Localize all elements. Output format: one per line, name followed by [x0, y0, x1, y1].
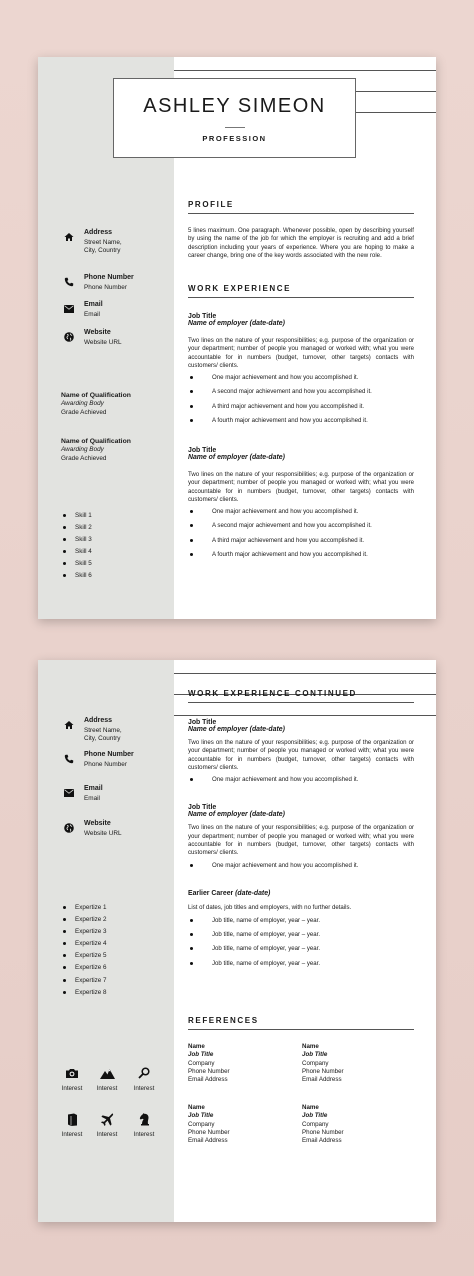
reference-phone: Phone Number: [302, 1128, 344, 1136]
contact-value: Phone Number: [84, 284, 127, 291]
awarding-body: Awarding Body: [61, 400, 104, 408]
reference-title: Job Title: [302, 1051, 328, 1059]
grade: Grade Achieved: [61, 408, 107, 416]
job-title: Job Title: [188, 804, 217, 812]
reference-company: Company: [188, 1120, 215, 1128]
list-item: Skill 6: [61, 572, 166, 584]
job-title: Job Title: [188, 719, 217, 726]
contact-value: Email: [84, 311, 100, 318]
earlier-career: [188, 890, 414, 974]
street: Street Name,: [84, 239, 122, 246]
mountain-icon: [90, 1066, 124, 1080]
list-item: Expertize 3: [61, 928, 166, 940]
contact-label: Website: [84, 820, 111, 827]
contact-phone: [61, 274, 166, 300]
reference-email: Email Address: [302, 1137, 342, 1145]
list-item: Expertize 4: [61, 940, 166, 952]
job-entry: [188, 719, 414, 790]
airplane-icon: [90, 1112, 124, 1126]
profile-text: 5 lines maximum. One paragraph. Whenever possible, open by describing yourself by using the name of the job for which the employer is recruiting and add a brief description including your years of experience. Where you are hoping to make a career change, bring one of the key words associated with the new role.: [188, 227, 414, 259]
interest-item: [127, 1066, 161, 1092]
reference-entry: [188, 1104, 288, 1145]
reference-company: Company: [302, 1059, 329, 1067]
profile-section: [188, 200, 414, 267]
grade: Grade Achieved: [61, 454, 107, 462]
reference-entry: [302, 1043, 402, 1084]
contact-website: [61, 820, 166, 846]
resume-page-2: [38, 660, 436, 1222]
contact-address: [61, 717, 166, 743]
education-entry: [61, 392, 166, 417]
name-header-box: [113, 78, 356, 158]
achievements-list: [188, 374, 414, 431]
interest-item: [90, 1112, 124, 1138]
achievements-list: [188, 776, 414, 790]
interest-label: Interest: [133, 1085, 155, 1092]
earlier-career-label: Earlier Career: [188, 889, 234, 897]
contact-value: [84, 239, 122, 256]
contact-label: Email: [84, 785, 103, 792]
profile-heading: PROFILE: [188, 200, 414, 214]
interest-label: Interest: [61, 1085, 83, 1092]
qualification-name: Name of Qualification: [61, 392, 131, 399]
reference-name: Name: [302, 1043, 319, 1050]
reference-phone: Phone Number: [188, 1128, 230, 1136]
job-title: Job Title: [188, 313, 217, 320]
list-item: Skill 5: [61, 560, 166, 572]
camera-icon: [55, 1066, 89, 1080]
contact-email: [61, 301, 166, 327]
resume-page-1: [38, 57, 436, 619]
work-continued-heading: WORK EXPERIENCE CONTINUED: [188, 689, 414, 703]
earlier-career-list: [188, 917, 414, 974]
contact-value: Website URL: [84, 339, 122, 346]
achievements-list: [188, 508, 414, 565]
interest-item: [55, 1066, 89, 1092]
list-item: Job title, name of employer, year – year.: [188, 960, 414, 974]
list-item: Expertize 5: [61, 952, 166, 964]
reference-email: Email Address: [188, 1137, 228, 1145]
employer: Name of employer (date-date): [188, 726, 285, 733]
contact-address: [61, 229, 166, 255]
home-icon: [63, 719, 74, 730]
magnifier-icon: [127, 1066, 161, 1080]
globe-icon: [63, 822, 74, 833]
achievements-list: [188, 862, 414, 876]
employer: Name of employer (date-date): [188, 453, 285, 461]
reference-company: Company: [188, 1059, 215, 1067]
reference-company: Company: [302, 1120, 329, 1128]
interest-label: Interest: [133, 1131, 155, 1138]
list-item: Expertize 8: [61, 989, 166, 1001]
list-item: A fourth major achievement and how you accomplished it.: [188, 551, 414, 565]
list-item: One major achievement and how you accomplished it.: [188, 776, 414, 790]
contact-email: [61, 785, 166, 811]
contact-value: [84, 727, 122, 744]
interest-label: Interest: [96, 1131, 118, 1138]
book-icon: [55, 1112, 89, 1126]
employer: Name of employer (date-date): [188, 811, 285, 819]
reference-email: Email Address: [302, 1076, 342, 1084]
job-title: Job Title: [188, 446, 217, 454]
contact-label: Address: [84, 717, 113, 724]
earlier-career-title: [188, 890, 414, 897]
list-item: A third major achievement and how you accomplished it.: [188, 403, 414, 417]
list-item: Expertize 2: [61, 916, 166, 928]
job-description: Two lines on the nature of your responsibilities; e.g. purpose of the organization or your department; number of people you managed or worked with; what you were accountable for in numbers (budget, turnover, other targets) contacts with customers/ clients.: [188, 824, 414, 857]
list-item: A second major achievement and how you accomplished it.: [188, 388, 414, 402]
contact-label: Website: [84, 329, 111, 336]
reference-phone: Phone Number: [302, 1067, 344, 1075]
interest-label: Interest: [96, 1085, 118, 1092]
earlier-career-date: (date-date): [235, 889, 271, 897]
skills-list: [61, 512, 166, 585]
reference-title: Job Title: [188, 1051, 214, 1059]
references-section: [188, 1016, 414, 1037]
candidate-name: ASHLEY SIMEON: [143, 95, 326, 117]
list-item: Skill 4: [61, 548, 166, 560]
contact-value: Website URL: [84, 830, 122, 837]
globe-icon: [63, 331, 74, 342]
list-item: Job title, name of employer, year – year.: [188, 945, 414, 959]
profession-label: PROFESSION: [202, 134, 267, 143]
work-section: [188, 284, 414, 565]
contact-label: Email: [84, 301, 103, 308]
list-item: One major achievement and how you accomplished it.: [188, 374, 414, 388]
contact-value: Email: [84, 795, 100, 802]
phone-icon: [63, 753, 74, 764]
job-description: Two lines on the nature of your responsibilities; e.g. purpose of the organization or your department; number of people you managed or worked with; what you were accountable for in numbers (budget, turnover, other targets) contacts with customers/ clients.: [188, 337, 414, 369]
interest-item: [55, 1112, 89, 1138]
contact-website: [61, 329, 166, 355]
list-item: Skill 3: [61, 536, 166, 548]
list-item: Skill 2: [61, 524, 166, 536]
list-item: Job title, name of employer, year – year.: [188, 917, 414, 931]
education-entry: [61, 438, 166, 463]
reference-name: Name: [188, 1043, 205, 1050]
city: City, Country: [84, 247, 121, 255]
contact-phone: [61, 751, 166, 777]
employer: Name of employer (date-date): [188, 320, 285, 327]
job-entry: [188, 447, 414, 565]
earlier-career-intro: List of dates, job titles and employers, with no further details.: [188, 903, 352, 911]
expertize-list: [61, 904, 166, 1001]
chess-knight-icon: [127, 1112, 161, 1126]
job-description: Two lines on the nature of your responsibilities; e.g. purpose of the organization or your department; number of people you managed or worked with; what you were accountable for in numbers (budget, turnover, other targets) contacts with customers/ clients.: [188, 470, 414, 503]
list-item: One major achievement and how you accomplished it.: [188, 862, 414, 876]
envelope-icon: [63, 787, 74, 798]
job-entry: [188, 313, 414, 431]
list-item: Expertize 7: [61, 977, 166, 989]
work-heading: WORK EXPERIENCE: [188, 284, 414, 298]
reference-title: Job Title: [188, 1112, 214, 1120]
work-continued-section: [188, 689, 414, 974]
city: City, Country: [84, 735, 121, 743]
contact-label: Phone Number: [84, 274, 134, 281]
list-item: A fourth major achievement and how you accomplished it.: [188, 417, 414, 431]
awarding-body: Awarding Body: [61, 446, 104, 454]
contact-label: Phone Number: [84, 751, 134, 758]
contact-value: Phone Number: [84, 761, 127, 768]
reference-name: Name: [302, 1104, 319, 1111]
phone-icon: [63, 276, 74, 287]
list-item: Expertize 6: [61, 964, 166, 976]
qualification-name: Name of Qualification: [61, 438, 131, 445]
interest-item: [90, 1066, 124, 1092]
references-heading: REFERENCES: [188, 1016, 414, 1030]
list-item: A second major achievement and how you accomplished it.: [188, 522, 414, 536]
job-entry: [188, 804, 414, 875]
divider: [225, 127, 245, 128]
list-item: One major achievement and how you accomplished it.: [188, 508, 414, 522]
job-description: Two lines on the nature of your responsibilities; e.g. purpose of the organization or your department; number of people you managed or worked with; what you were accountable for in numbers (budget, turnover, other targets) contacts with customers/ clients.: [188, 739, 414, 771]
reference-entry: [188, 1043, 288, 1084]
contact-label: Address: [84, 229, 113, 236]
reference-entry: [302, 1104, 402, 1145]
reference-email: Email Address: [188, 1076, 228, 1084]
envelope-icon: [63, 303, 74, 314]
reference-phone: Phone Number: [188, 1067, 230, 1075]
reference-name: Name: [188, 1104, 205, 1111]
list-item: Job title, name of employer, year – year.: [188, 931, 414, 945]
list-item: A third major achievement and how you accomplished it.: [188, 537, 414, 551]
interest-item: [127, 1112, 161, 1138]
list-item: Skill 1: [61, 512, 166, 524]
interest-label: Interest: [61, 1131, 83, 1138]
reference-title: Job Title: [302, 1112, 328, 1120]
home-icon: [63, 231, 74, 242]
list-item: Expertize 1: [61, 904, 166, 916]
street: Street Name,: [84, 727, 122, 734]
